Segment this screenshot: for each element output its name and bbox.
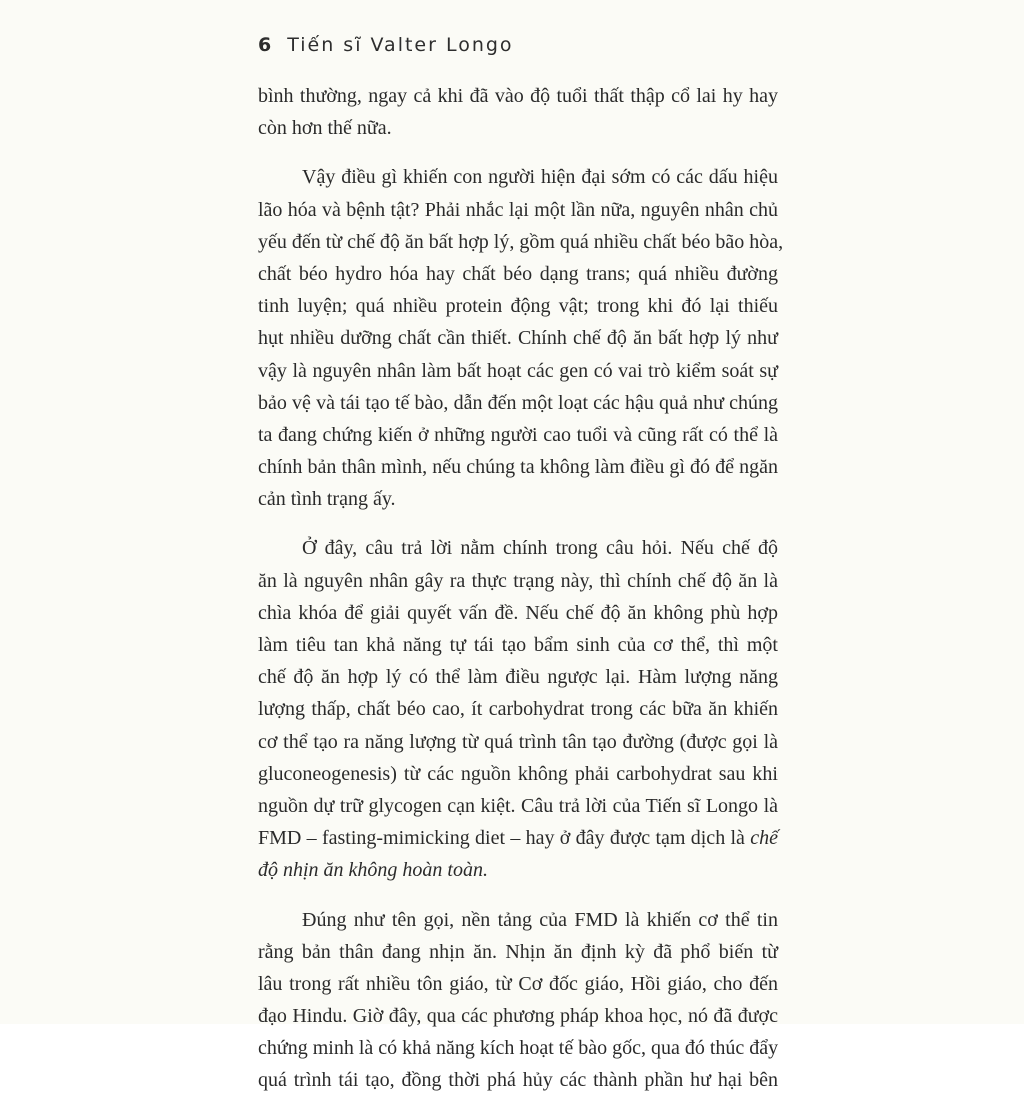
- text-line: lượng thấp, chất béo cao, ít carbohydrat trong các bữa ăn khiến: [258, 698, 778, 721]
- body-text: [258, 80, 784, 1097]
- text-line: ta đang chứng kiến ở những người cao tuổi và cũng rất có thể là: [258, 423, 778, 446]
- text-line: cản tình trạng ấy.: [258, 488, 396, 511]
- text-line: hụt nhiều dưỡng chất cần thiết. Chính chế độ ăn bất hợp lý như: [258, 327, 778, 350]
- italic-term: chế: [750, 827, 778, 850]
- text-line: nguồn dự trữ glycogen cạn kiệt. Câu trả lời của Tiến sĩ Longo là: [258, 794, 778, 817]
- text-line: đạo Hindu. Giờ đây, qua các phương pháp khoa học, nó đã được: [258, 1005, 778, 1028]
- paragraph: [258, 532, 778, 886]
- text-line: làm tiêu tan khả năng tự tái tạo bẩm sinh của cơ thể, thì một: [258, 634, 778, 656]
- text-line: còn hơn thế nữa.: [258, 117, 392, 140]
- italic-term: độ nhịn ăn không hoàn toàn.: [258, 859, 488, 882]
- text-line: [258, 854, 778, 886]
- text-line: chế độ ăn hợp lý có thể làm điều ngược lại. Hàm lượng năng: [258, 666, 778, 689]
- text-line: [258, 822, 778, 854]
- text-line: lão hóa và bệnh tật? Phải nhắc lại một lần nữa, nguyên nhân chủ: [258, 198, 778, 221]
- fmd-text: FMD – fasting-mimicking diet – hay ở đây được tạm dịch là: [258, 827, 751, 850]
- text-line: gluconeogenesis) từ các nguồn không phải carbohydrat sau khi: [258, 762, 778, 785]
- paragraph: [258, 161, 784, 515]
- text-line: chất béo hydro hóa hay chất béo dạng trans; quá nhiều đường: [258, 262, 778, 285]
- text-line: Ở đây, câu trả lời nằm chính trong câu hỏi. Nếu chế độ: [302, 537, 778, 560]
- text-line: yếu đến từ chế độ ăn bất hợp lý, gồm quá nhiều chất béo bão hòa,: [258, 230, 784, 253]
- text-line: rằng bản thân đang nhịn ăn. Nhịn ăn định kỳ đã phổ biến từ: [258, 940, 778, 963]
- page-number: 6: [258, 34, 274, 56]
- text-line: vậy là nguyên nhân làm bất hoạt các gen có vai trò kiểm soát sự: [258, 359, 778, 382]
- text-line: bảo vệ và tái tạo tế bào, dẫn đến một loạt các hậu quả như chúng: [258, 391, 778, 414]
- text-line: ăn là nguyên nhân gây ra thực trạng này, thì chính chế độ ăn là: [258, 569, 778, 592]
- text-line: Đúng như tên gọi, nền tảng của FMD là khiến cơ thể tin: [302, 908, 778, 931]
- text-line: chính bản thân mình, nếu chúng ta không làm điều gì đó để ngăn: [258, 456, 778, 479]
- text-line: lâu trong rất nhiều tôn giáo, từ Cơ đốc giáo, Hồi giáo, cho đến: [258, 972, 778, 995]
- text-line: tinh luyện; quá nhiều protein động vật; trong khi đó lại thiếu: [258, 295, 778, 318]
- text-line: bình thường, ngay cả khi đã vào độ tuổi thất thập cổ lai hy hay: [258, 85, 778, 107]
- text-line: Vậy điều gì khiến con người hiện đại sớm có các dấu hiệu: [302, 166, 778, 189]
- text-line: chìa khóa để giải quyết vấn đề. Nếu chế độ ăn không phù hợp: [258, 601, 778, 624]
- paragraph: [258, 904, 778, 1097]
- text-line: chứng minh là có khả năng kích hoạt tế bào gốc, qua đó thúc đẩy: [258, 1037, 779, 1060]
- text-line: quá trình tái tạo, đồng thời phá hủy các thành phần hư hại bên: [258, 1069, 778, 1092]
- paragraph: [258, 80, 778, 144]
- text-line: cơ thể tạo ra năng lượng từ quá trình tân tạo đường (được gọi là: [258, 730, 778, 753]
- running-title: Tiến sĩ Valter Longo: [287, 34, 514, 56]
- running-header: [258, 34, 514, 56]
